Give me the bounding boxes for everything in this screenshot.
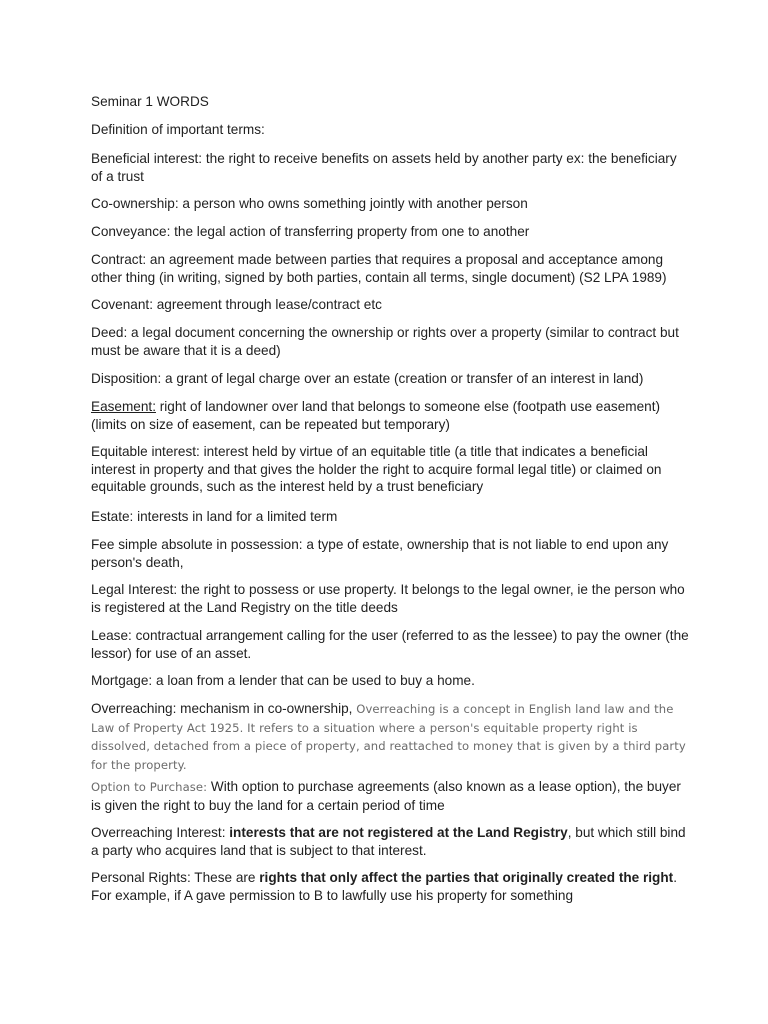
definition-estate: Estate: interests in land for a limited term <box>91 509 338 524</box>
definition-deed: Deed: a legal document concerning the ownership or rights over a property (similar to contract but must be aware that it is a deed) <box>91 325 679 358</box>
definition-mortgage: Mortgage: a loan from a lender that can be used to buy a home. <box>91 673 475 688</box>
definition-overreaching-interest: Overreaching Interest: interests that are not registered at the Land Registry, but which still bind a party who acquires land that is subject to that interest. <box>91 825 686 858</box>
definition-fee-simple: Fee simple absolute in possession: a type of estate, ownership that is not liable to end upon any person's death, <box>91 537 669 570</box>
definition-co-ownership: Co-ownership: a person who owns something jointly with another person <box>91 196 528 211</box>
definition-equitable-interest: Equitable interest: interest held by virtue of an equitable title (a title that indicates a beneficial interest in property and that gives the holder the right to acquire formal legal title) or claimed on equitable grounds, such as the interest held by a trust beneficiary <box>91 444 662 495</box>
definition-legal-interest: Legal Interest: the right to possess or use property. It belongs to the legal owner, ie the person who is registered at the Land Registry on the title deeds <box>91 582 685 615</box>
definition-covenant: Covenant: agreement through lease/contract etc <box>91 297 382 312</box>
document-title: Seminar 1 WORDS <box>91 94 209 109</box>
definition-option-to-purchase: Option to Purchase: With option to purchase agreements (also known as a lease option), the buyer is given the right to buy the land for a certain period of time <box>91 779 681 813</box>
definition-conveyance: Conveyance: the legal action of transferring property from one to another <box>91 224 530 239</box>
definition-disposition: Disposition: a grant of legal charge over an estate (creation or transfer of an interest in land) <box>91 371 644 386</box>
definition-lease: Lease: contractual arrangement calling for the user (referred to as the lessee) to pay the owner (the lessor) for use of an asset. <box>91 628 689 661</box>
definition-easement: Easement: right of landowner over land that belongs to someone else (footpath use easement) (limits on size of easement, can be repeated but temporary) <box>91 399 661 432</box>
document-subtitle: Definition of important terms: <box>91 122 265 137</box>
definition-overreaching: Overreaching: mechanism in co-ownership, Overreaching is a concept in English land law and the Law of Property Act 1925. It refers to a situation where a person's equitable property right is dissolved, detached from a piece of property, and reattached to money that is given by a third party for the property. <box>91 701 686 772</box>
definition-beneficial-interest: Beneficial interest: the right to receive benefits on assets held by another party ex: the beneficiary of a trust <box>91 151 677 184</box>
definition-contract: Contract: an agreement made between parties that requires a proposal and acceptance among other thing (in writing, signed by both parties, contain all terms, single document) (S2 LPA 1989) <box>91 252 667 285</box>
definition-personal-rights: Personal Rights: These are rights that only affect the parties that originally created the right. For example, if A gave permission to B to lawfully use his property for something <box>91 870 677 903</box>
